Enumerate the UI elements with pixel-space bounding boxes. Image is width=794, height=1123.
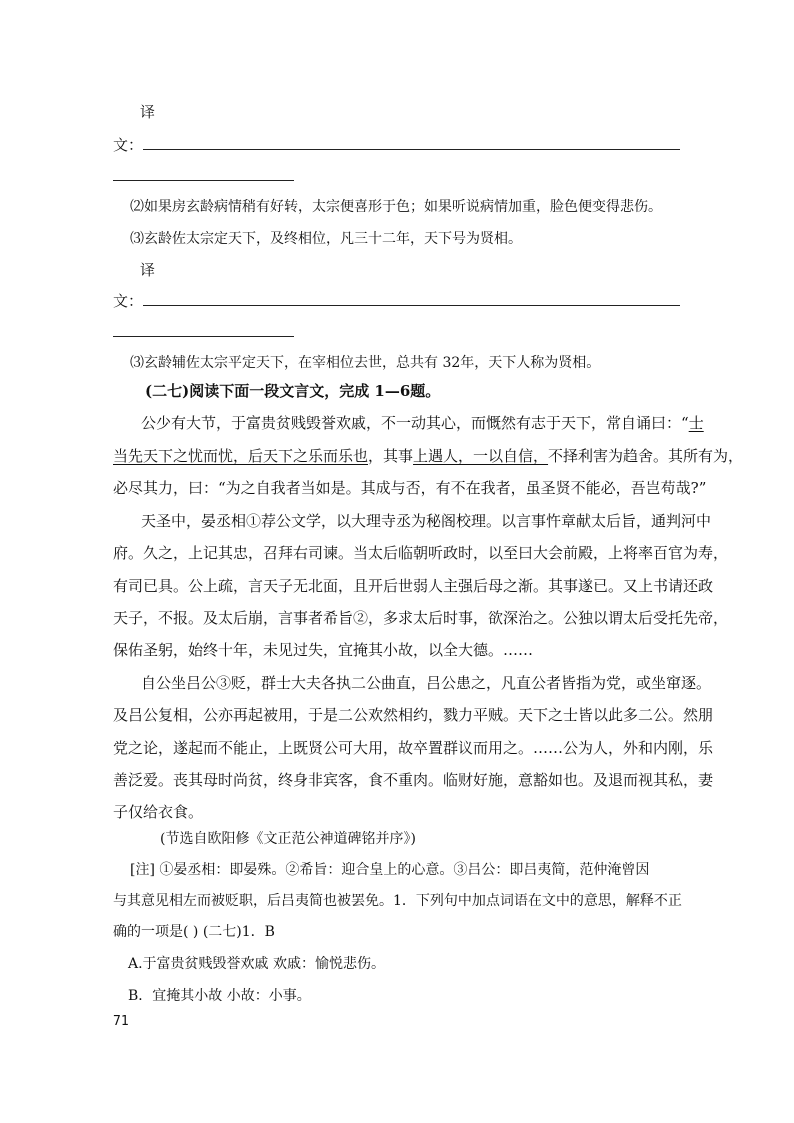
answer-3: ⑶玄龄辅佐太宗平定天下，在宰相位去世，总共有 32年，天下人称为贤相。 [130, 355, 601, 371]
paragraph-3-line-1: 自公坐吕公③贬，群士大夫各执二公曲直，吕公患之，凡直公者皆指为党，或坐窜逐。 [141, 674, 712, 692]
answer-line-short [113, 336, 294, 337]
paragraph-2-line-2: 府。久之，上记其忠，召拜右司谏。当太后临朝听政时，以至曰大会前殿，上将率百官为寿， [113, 544, 729, 562]
paragraph-3-line-4: 善泛爱。丧其母时尚贫，终身非宾客，食不重肉。临财好施，意豁如也。及退而视其私，妻 [113, 771, 714, 789]
paragraph-2-line-4: 天子，不报。及太后崩，言事者希旨②，多求太后时事，欲深治之。公独以谓太后受托先帝， [113, 609, 729, 627]
paragraph-2-line-1: 天圣中，晏丞相①荐公文学，以大理寺丞为秘阁校理。以言事忤章献太后旨，通判河中 [141, 512, 712, 530]
option-b: B．宜掩其小故 小故：小事。 [128, 988, 311, 1004]
paragraph-1-line-1 [141, 413, 704, 433]
question-3: ⑶玄龄佐太宗定天下，及终相位，凡三十二年，天下号为贤相。 [130, 231, 522, 247]
underlined-text: 上遇人，一以自信， [413, 447, 549, 465]
translation-label-wen: 文： [113, 292, 144, 310]
option-a: A.于富贵贫贱毁誉欢戚 欢戚：愉悦悲伤。 [128, 956, 386, 972]
translation-label-yi: 译 [140, 103, 156, 121]
paragraph-1-line-2 [113, 446, 743, 466]
note-line-3: 确的一项是( ) (二七)1．B [113, 924, 275, 940]
paragraph-2-line-5: 保佑圣躬，始终十年，未见过失，宜掩其小故，以全大德。…… [113, 641, 534, 659]
translation-label-yi: 译 [140, 261, 156, 279]
underlined-text: 当先天下之忧而忧，后天下之乐而乐也 [113, 447, 369, 465]
underlined-text: 士 [688, 414, 704, 432]
answer-2: ⑵如果房玄龄病情稍有好转，太宗便喜形于色；如果听说病情加重，脸色便变得悲伤。 [130, 199, 662, 215]
answer-line [143, 149, 680, 150]
answer-line-short [113, 180, 294, 181]
text: 不择利害为趋舍。其所有为， [548, 447, 744, 465]
page-number: 71 [113, 1014, 129, 1029]
text: ，其事 [368, 447, 414, 465]
note-line-2: 与其意见相左而被贬职，后吕夷简也被罢免。1．下列句中加点词语在文中的意思，解释不正 [113, 893, 682, 909]
paragraph-3-line-2: 及吕公复相，公亦再起被用，于是二公欢然相约，戮力平贼。天下之士皆以此多二公。然朋 [113, 706, 714, 724]
text: 公少有大节，于富贵贫贱毁誉欢戚，不一动其心，而慨然有志于天下，常自诵曰：“ [141, 414, 689, 432]
paragraph-3-line-5: 子仅给衣食。 [113, 803, 204, 821]
paragraph-3-line-3: 党之论，遂起而不能止，上既贤公可大用，故卒置群议而用之。……公为人，外和内刚，乐 [113, 739, 714, 757]
paragraph-1-line-3: 必尽其力，曰：“为之自我者当如是。其成与否，有不在我者，虽圣贤不能必，吾岂苟哉?” [113, 479, 707, 497]
paragraph-2-line-3: 有司已具。公上疏，言天子无北面，且开后世弱人主强后母之渐。其事遂已。又上书请还政 [113, 577, 714, 595]
section-heading: (二七)阅读下面一段文言文，完成 1—6题。 [145, 382, 441, 400]
answer-line [143, 305, 680, 306]
source-citation: (节选自欧阳修《文正范公神道碑铭并序》) [160, 831, 416, 847]
note-line-1: [注] ①晏丞相：即晏殊。②希旨：迎合皇上的心意。③吕公：即吕夷简，范仲淹曾因 [130, 862, 650, 878]
translation-label-wen: 文： [113, 136, 144, 154]
